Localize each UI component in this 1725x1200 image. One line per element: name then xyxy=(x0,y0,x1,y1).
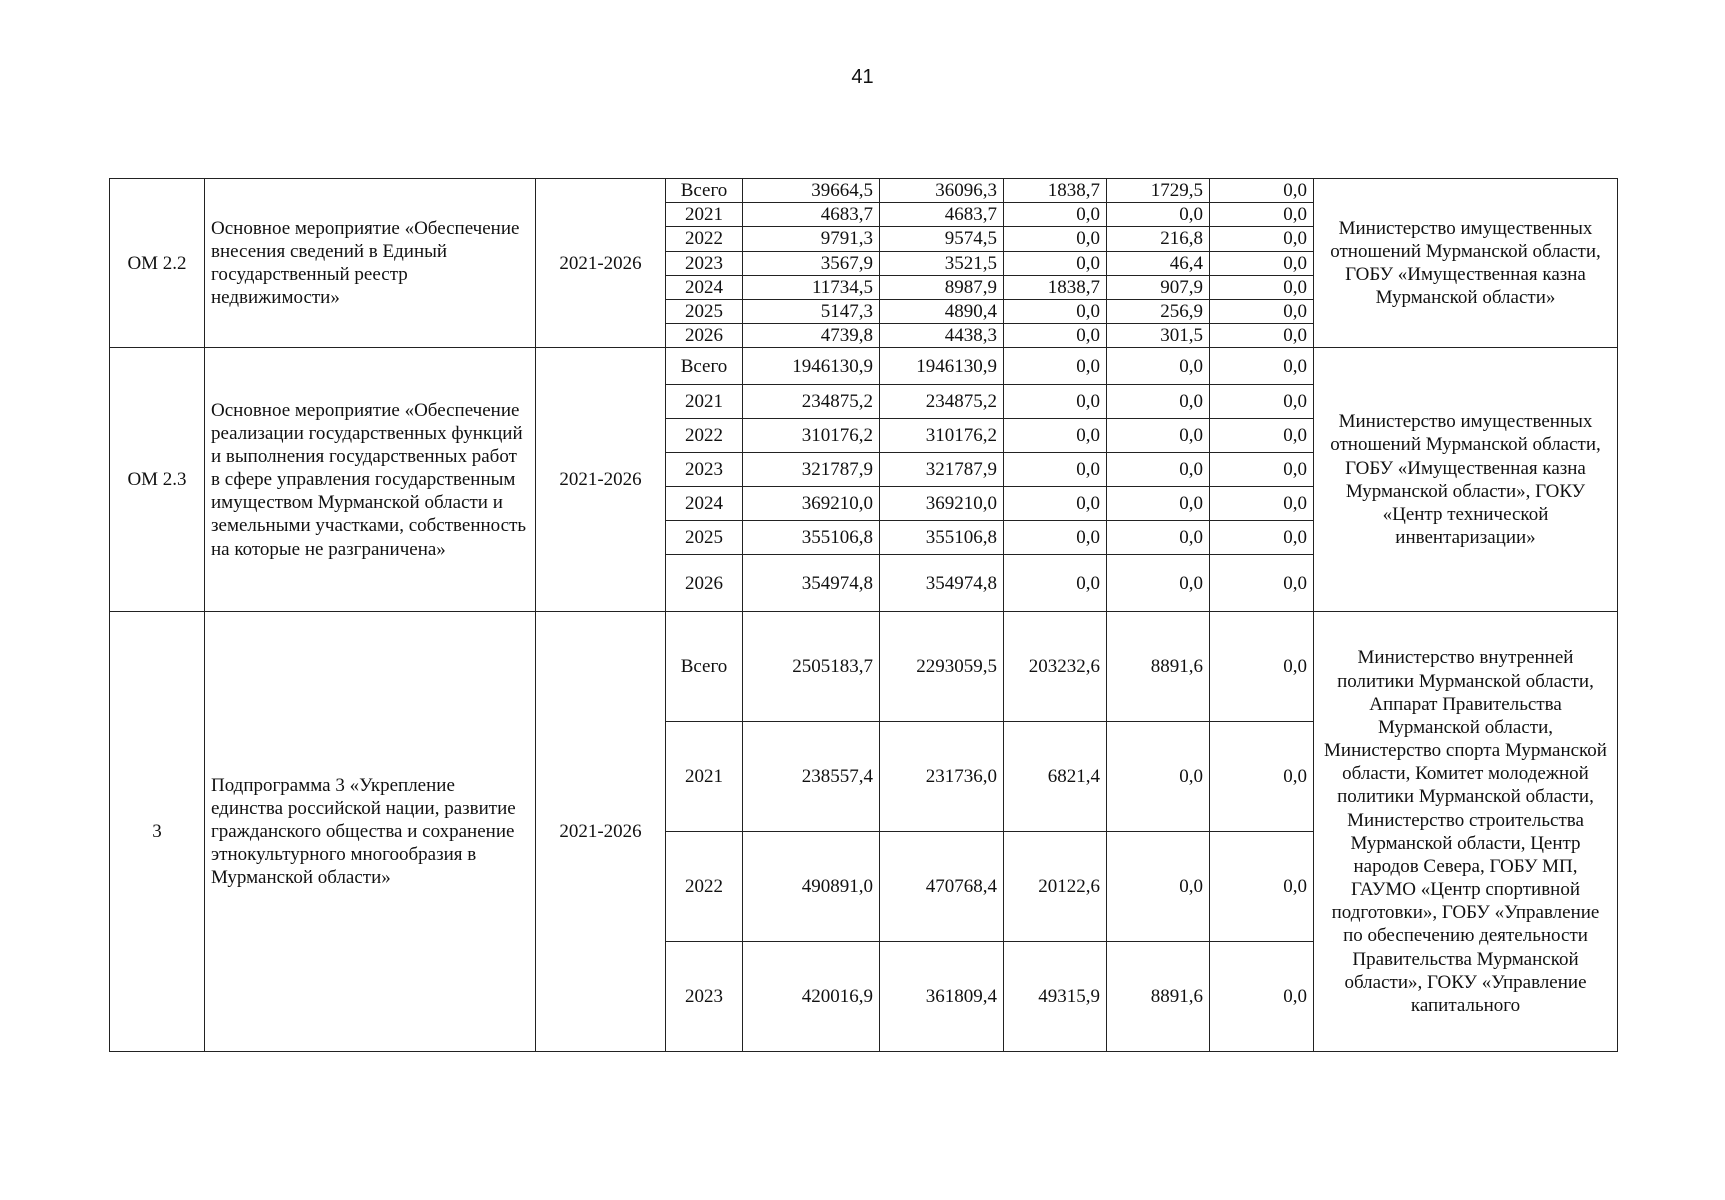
year-cell: 2026 xyxy=(666,555,743,612)
total-cell: 2505183,7 xyxy=(743,612,880,722)
local-cell: 0,0 xyxy=(1107,832,1210,942)
other-cell: 0,0 xyxy=(1210,203,1314,227)
other-cell: 0,0 xyxy=(1210,722,1314,832)
other-cell: 0,0 xyxy=(1210,832,1314,942)
year-cell: Всего xyxy=(666,179,743,203)
total-cell: 9791,3 xyxy=(743,227,880,251)
period: 2021-2026 xyxy=(536,179,666,348)
year-cell: 2022 xyxy=(666,227,743,251)
measure-name: Основное мероприятие «Обеспечение внесения сведений в Единый государственный реестр недвижимости» xyxy=(205,179,536,348)
federal-cell: 0,0 xyxy=(1004,385,1107,419)
regional-cell: 9574,5 xyxy=(880,227,1004,251)
year-cell: 2024 xyxy=(666,487,743,521)
other-cell: 0,0 xyxy=(1210,419,1314,453)
responsible-executors: Министерство имущественных отношений Мурманской области, ГОБУ «Имущественная казна Мурманской области» xyxy=(1314,179,1618,348)
federal-cell: 0,0 xyxy=(1004,487,1107,521)
responsible-executors: Министерство внутренней политики Мурманской области, Аппарат Правительства Мурманской области, Министерство спорта Мурманской области, Комитет молодежной политики Мурманской области, Министерство строительства Мурманской области, Центр народов Севера, ГОБУ МП, ГАУМО «Центр спортивной подготовки», ГОБУ «Управление по обеспечению деятельности Правительства Мурманской области», ГОКУ «Управление капитального xyxy=(1314,612,1618,1052)
local-cell: 907,9 xyxy=(1107,275,1210,299)
other-cell: 0,0 xyxy=(1210,453,1314,487)
period: 2021-2026 xyxy=(536,348,666,612)
other-cell: 0,0 xyxy=(1210,555,1314,612)
local-cell: 0,0 xyxy=(1107,555,1210,612)
total-cell: 354974,8 xyxy=(743,555,880,612)
federal-cell: 0,0 xyxy=(1004,299,1107,323)
local-cell: 46,4 xyxy=(1107,251,1210,275)
year-cell: 2021 xyxy=(666,203,743,227)
other-cell: 0,0 xyxy=(1210,299,1314,323)
period: 2021-2026 xyxy=(536,612,666,1052)
other-cell: 0,0 xyxy=(1210,521,1314,555)
local-cell: 216,8 xyxy=(1107,227,1210,251)
total-cell: 420016,9 xyxy=(743,942,880,1052)
federal-cell: 0,0 xyxy=(1004,251,1107,275)
federal-cell: 203232,6 xyxy=(1004,612,1107,722)
year-cell: 2022 xyxy=(666,419,743,453)
other-cell: 0,0 xyxy=(1210,942,1314,1052)
other-cell: 0,0 xyxy=(1210,324,1314,348)
measure-name: Подпрограмма 3 «Укрепление единства российской нации, развитие гражданского общества и сохранение этнокультурного многообразия в Мурманской области» xyxy=(205,612,536,1052)
federal-cell: 0,0 xyxy=(1004,555,1107,612)
regional-cell: 234875,2 xyxy=(880,385,1004,419)
other-cell: 0,0 xyxy=(1210,348,1314,385)
local-cell: 0,0 xyxy=(1107,203,1210,227)
regional-cell: 470768,4 xyxy=(880,832,1004,942)
regional-cell: 361809,4 xyxy=(880,942,1004,1052)
other-cell: 0,0 xyxy=(1210,227,1314,251)
regional-cell: 8987,9 xyxy=(880,275,1004,299)
row-code: ОМ 2.2 xyxy=(110,179,205,348)
regional-cell: 354974,8 xyxy=(880,555,1004,612)
local-cell: 0,0 xyxy=(1107,419,1210,453)
year-cell: 2025 xyxy=(666,299,743,323)
federal-cell: 0,0 xyxy=(1004,419,1107,453)
other-cell: 0,0 xyxy=(1210,275,1314,299)
table-row xyxy=(110,348,1618,385)
year-cell: 2023 xyxy=(666,942,743,1052)
year-cell: Всего xyxy=(666,348,743,385)
regional-cell: 369210,0 xyxy=(880,487,1004,521)
total-cell: 11734,5 xyxy=(743,275,880,299)
total-cell: 355106,8 xyxy=(743,521,880,555)
year-cell: 2026 xyxy=(666,324,743,348)
local-cell: 0,0 xyxy=(1107,453,1210,487)
total-cell: 369210,0 xyxy=(743,487,880,521)
year-cell: 2023 xyxy=(666,453,743,487)
federal-cell: 0,0 xyxy=(1004,453,1107,487)
responsible-executors: Министерство имущественных отношений Мурманской области, ГОБУ «Имущественная казна Мурманской области», ГОКУ «Центр технической инвентаризации» xyxy=(1314,348,1618,612)
other-cell: 0,0 xyxy=(1210,487,1314,521)
federal-cell: 0,0 xyxy=(1004,203,1107,227)
local-cell: 8891,6 xyxy=(1107,612,1210,722)
year-cell: 2021 xyxy=(666,722,743,832)
federal-cell: 49315,9 xyxy=(1004,942,1107,1052)
total-cell: 321787,9 xyxy=(743,453,880,487)
table-row xyxy=(110,612,1618,722)
total-cell: 4739,8 xyxy=(743,324,880,348)
federal-cell: 0,0 xyxy=(1004,348,1107,385)
local-cell: 1729,5 xyxy=(1107,179,1210,203)
total-cell: 3567,9 xyxy=(743,251,880,275)
year-cell: 2022 xyxy=(666,832,743,942)
year-cell: Всего xyxy=(666,612,743,722)
other-cell: 0,0 xyxy=(1210,612,1314,722)
regional-cell: 4890,4 xyxy=(880,299,1004,323)
federal-cell: 1838,7 xyxy=(1004,179,1107,203)
regional-cell: 4683,7 xyxy=(880,203,1004,227)
local-cell: 8891,6 xyxy=(1107,942,1210,1052)
year-cell: 2023 xyxy=(666,251,743,275)
other-cell: 0,0 xyxy=(1210,179,1314,203)
federal-cell: 0,0 xyxy=(1004,521,1107,555)
local-cell: 301,5 xyxy=(1107,324,1210,348)
page-number: 41 xyxy=(851,66,874,88)
local-cell: 0,0 xyxy=(1107,722,1210,832)
total-cell: 234875,2 xyxy=(743,385,880,419)
regional-cell: 231736,0 xyxy=(880,722,1004,832)
regional-cell: 3521,5 xyxy=(880,251,1004,275)
federal-cell: 0,0 xyxy=(1004,324,1107,348)
measure-name: Основное мероприятие «Обеспечение реализации государственных функций и выполнения государственных работ в сфере управления государственным имуществом Мурманской области и земельными участками, собственность на которые не разграничена» xyxy=(205,348,536,612)
year-cell: 2025 xyxy=(666,521,743,555)
total-cell: 490891,0 xyxy=(743,832,880,942)
local-cell: 0,0 xyxy=(1107,348,1210,385)
total-cell: 238557,4 xyxy=(743,722,880,832)
year-cell: 2021 xyxy=(666,385,743,419)
federal-cell: 6821,4 xyxy=(1004,722,1107,832)
year-cell: 2024 xyxy=(666,275,743,299)
total-cell: 39664,5 xyxy=(743,179,880,203)
local-cell: 0,0 xyxy=(1107,385,1210,419)
other-cell: 0,0 xyxy=(1210,385,1314,419)
table-row xyxy=(110,179,1618,203)
federal-cell: 20122,6 xyxy=(1004,832,1107,942)
federal-cell: 1838,7 xyxy=(1004,275,1107,299)
total-cell: 1946130,9 xyxy=(743,348,880,385)
regional-cell: 310176,2 xyxy=(880,419,1004,453)
regional-cell: 1946130,9 xyxy=(880,348,1004,385)
regional-cell: 355106,8 xyxy=(880,521,1004,555)
row-code: 3 xyxy=(110,612,205,1052)
budget-table xyxy=(109,178,1618,1052)
row-code: ОМ 2.3 xyxy=(110,348,205,612)
regional-cell: 36096,3 xyxy=(880,179,1004,203)
total-cell: 5147,3 xyxy=(743,299,880,323)
local-cell: 0,0 xyxy=(1107,487,1210,521)
regional-cell: 2293059,5 xyxy=(880,612,1004,722)
total-cell: 310176,2 xyxy=(743,419,880,453)
local-cell: 0,0 xyxy=(1107,521,1210,555)
other-cell: 0,0 xyxy=(1210,251,1314,275)
total-cell: 4683,7 xyxy=(743,203,880,227)
regional-cell: 321787,9 xyxy=(880,453,1004,487)
federal-cell: 0,0 xyxy=(1004,227,1107,251)
local-cell: 256,9 xyxy=(1107,299,1210,323)
regional-cell: 4438,3 xyxy=(880,324,1004,348)
